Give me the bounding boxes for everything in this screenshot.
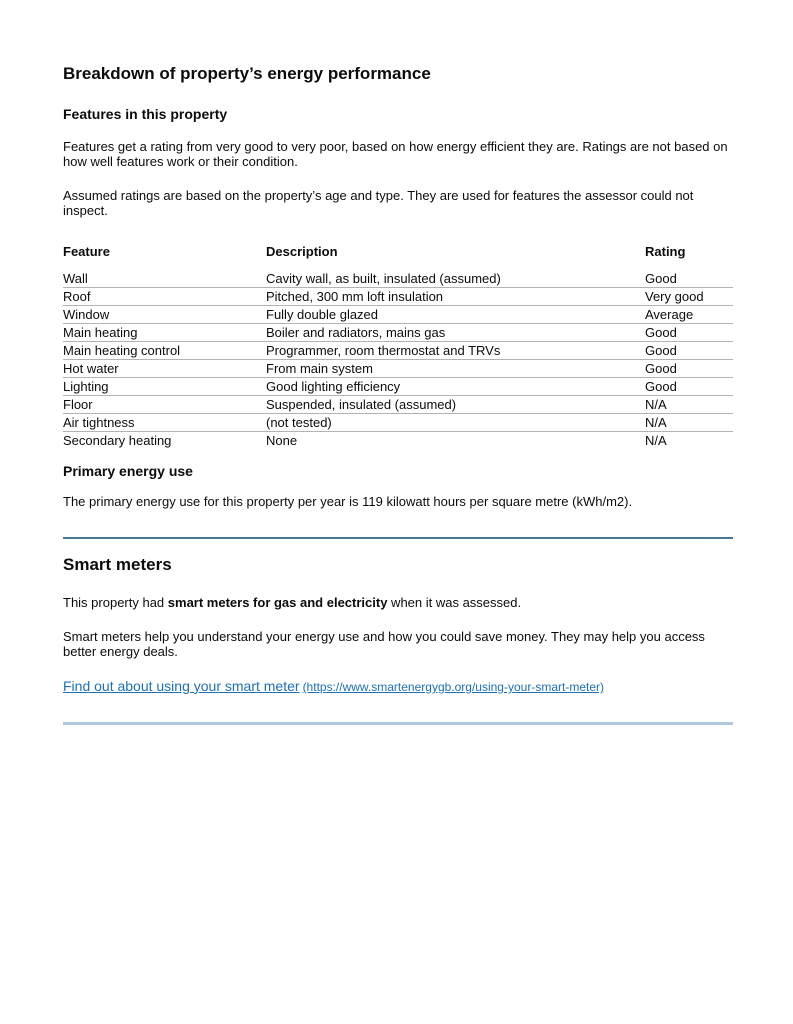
cell-feature: Main heating [63, 324, 266, 342]
cell-description: Programmer, room thermostat and TRVs [266, 342, 645, 360]
cell-rating: Very good [645, 288, 733, 306]
subheading-primary-energy: Primary energy use [63, 463, 193, 479]
cell-feature: Lighting [63, 378, 266, 396]
cell-description: (not tested) [266, 414, 645, 432]
cell-feature: Wall [63, 270, 266, 288]
cell-description: Good lighting efficiency [266, 378, 645, 396]
table-row [63, 288, 733, 306]
primary-energy-paragraph: The primary energy use for this property per year is 119 kilowatt hours per square metre (kWh/m2). [63, 494, 633, 509]
cell-rating: Good [645, 378, 733, 396]
cell-rating: N/A [645, 433, 667, 448]
cell-feature: Main heating control [63, 342, 266, 360]
cell-description: Pitched, 300 mm loft insulation [266, 288, 645, 306]
column-header-feature: Feature [63, 244, 110, 259]
cell-description: From main system [266, 360, 645, 378]
column-header-description: Description [266, 244, 338, 259]
cell-feature: Hot water [63, 360, 266, 378]
smart-meters-info-paragraph: Smart meters help you understand your energy use and how you could save money. They may help you access better energy deals. [63, 629, 705, 659]
section-heading-smart-meters: Smart meters [63, 555, 172, 574]
cell-description: Boiler and radiators, mains gas [266, 324, 645, 342]
features-table [63, 244, 733, 449]
cell-rating: Good [645, 270, 733, 288]
table-row [63, 270, 733, 288]
smart-meter-link-text: Find out about using your smart meter [63, 678, 300, 694]
table-row [63, 396, 733, 414]
table-row [63, 378, 733, 396]
cell-description: Fully double glazed [266, 306, 645, 324]
cell-feature: Floor [63, 396, 266, 414]
cell-rating: Good [645, 342, 733, 360]
cell-description: Cavity wall, as built, insulated (assumed) [266, 270, 645, 288]
section-divider-bottom [63, 722, 733, 725]
cell-rating: N/A [645, 414, 733, 432]
section-divider-top [63, 537, 733, 539]
table-row [63, 360, 733, 378]
cell-rating: Average [645, 306, 733, 324]
cell-rating: Good [645, 360, 733, 378]
subheading-features: Features in this property [63, 106, 228, 122]
cell-description: None [266, 433, 298, 448]
features-table-body [63, 270, 733, 449]
assessed-text-bold: smart meters for gas and electricity [167, 595, 388, 610]
section-heading-breakdown: Breakdown of property’s energy performance [63, 64, 431, 83]
assumed-ratings-paragraph: Assumed ratings are based on the property’s age and type. They are used for features the assessor could not inspect. [63, 188, 694, 218]
table-row [63, 414, 733, 432]
features-rating-paragraph: Features get a rating from very good to very poor, based on how energy efficient they are. Ratings are not based on how well features work or their condition. [63, 139, 728, 169]
assessed-text-prefix: This property had [63, 595, 168, 610]
cell-rating: N/A [645, 396, 733, 414]
cell-feature: Air tightness [63, 414, 266, 432]
assessed-text-suffix: when it was assessed. [387, 595, 522, 610]
table-row [63, 324, 733, 342]
table-row [63, 306, 733, 324]
table-header-row [63, 244, 733, 270]
table-row [63, 432, 733, 450]
smart-meter-link-url: (https://www.smartenergygb.org/using-your-smart-meter) [302, 680, 604, 694]
smart-meters-assessed-paragraph [63, 595, 733, 610]
cell-description: Suspended, insulated (assumed) [266, 396, 645, 414]
column-header-rating: Rating [645, 244, 686, 259]
smart-meter-link-line [63, 678, 733, 696]
table-row [63, 342, 733, 360]
cell-feature: Roof [63, 288, 266, 306]
cell-feature: Secondary heating [63, 433, 172, 448]
smart-meter-link[interactable] [63, 678, 604, 694]
cell-feature: Window [63, 306, 266, 324]
cell-rating: Good [645, 324, 733, 342]
